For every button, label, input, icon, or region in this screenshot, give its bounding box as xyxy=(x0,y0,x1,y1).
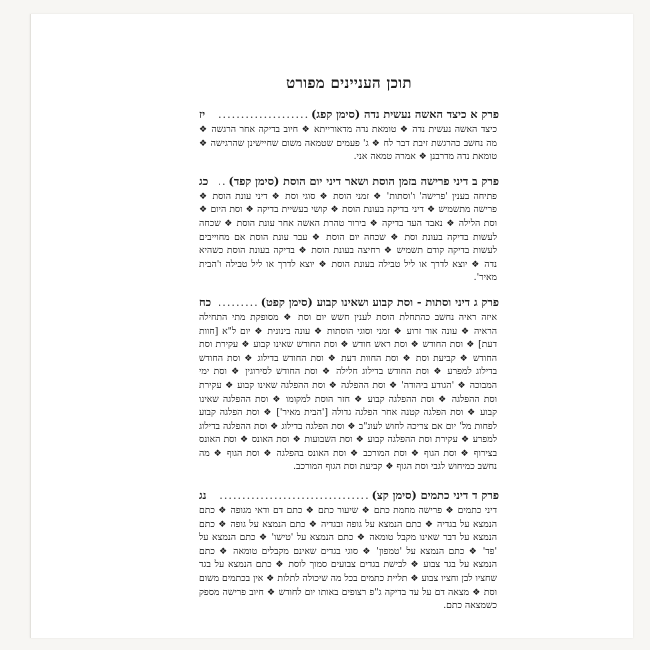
chapter-page-number: יז xyxy=(199,107,206,121)
chapter-heading-row xyxy=(199,488,499,502)
chapter-heading-row xyxy=(199,295,499,309)
book-page xyxy=(30,14,633,638)
dot-leader xyxy=(219,175,227,188)
chapter-heading-row xyxy=(199,174,499,188)
chapter-summary: איזה ראיה נחשב כהתחלת הוסת לענין חשש יום וסת ❖ מסופקת מתי התחילה הראיה ❖ עונה אור זרוע ❖ זמני וסוגי הוסתות ❖ עונה בינונית ❖ יום ל"א [חוות דעת] ❖ וסת החודש ❖ וסת ראש חודש ❖ וסת החודש שאינו קבוע ❖ עקירת וסת החודש ❖ קביעת וסת ❖ וסת החוות דעת ❖ וסת החודש בדילוג ❖ וסת החודש בדילוג למפרע ❖ וסת החודש בדילוג חלילה ❖ וסת החודש לסירוגין ❖ וסת ימי המבוכה ❖ 'הגודע ביהודה' ❖ וסת ההפלגה ❖ וסת ההפלגה שאינו קבוע ❖ עקירת וסת ההפלגה ❖ וסת ההפלגה קבוע ❖ חזר הוסת למקומו ❖ וסת ההפלגה שאינו קבוע ❖ וסת הפלגה קטנה אחר הפלגה גדולה ['הבית מאיר'] ❖ וסת הפלגה קבוע לפחות מל' יום אם צריכה לחוש לעונ"ב ❖ וסת הפלגה בדילוג ❖ וסת ההפלגה בדילוג למפרע ❖ עקירת וסת ההפלגה קבוע ❖ וסת השבועות ❖ וסת האונס ❖ וסת האונס בצירוף ❖ וסת הגוף ❖ וסת המורכב ❖ וסת האונס בהפלגה ❖ וסת הגוף ❖ מה נחשב כמיחוש לגבי וסת הגוף ❖ קביעת וסת הגוף המורכב. xyxy=(199,311,497,473)
chapter-page-number: נג xyxy=(199,488,207,503)
chapter-summary: פתיחה בענין 'פרישה' ו'וסתות' ❖ זמני הוסת ❖ סוגי וסת ❖ דיני עונת הוסת ❖ פרישה מתשמיש ❖ דיני בדיקה בעונת הוסת ❖ קושי בעשיית בדיקה ❖ וסת היום ❖ וסת הלילה ❖ נאבד העד בדיקה ❖ בירור טהרת האשה אחר עונת הוסת ❖ שכחה לעשות בדיקה בעונת וסת ❖ שכחה יום הוסת ❖ עבר עונת הוסת אם מחוייבים לעשות בדיקה קודם תשמיש ❖ רחיצה בעונת הוסת ❖ בדיקה בעונת הוסת כשהיא נדה ❖ יוצא לדרך או ליל טבילה בעונת הוסת ❖ יוצא לדרך או ליל טבילה ו'הבית מאיר'. xyxy=(199,190,497,284)
chapter-entry-2 xyxy=(199,174,499,285)
chapter-heading: פרק ג דיני וסתות - וסת קבוע ושאינו קבוע (סימן קפט) xyxy=(260,294,499,309)
dot-leader xyxy=(219,296,259,309)
chapter-page-number: כח xyxy=(199,294,212,309)
chapter-page-number: כג xyxy=(199,173,209,188)
chapter-heading: פרק ד דיני כתמים (סימן קצ) xyxy=(371,488,499,503)
chapter-entry-4 xyxy=(199,488,499,613)
chapter-summary: כיצד האשה נעשית נדה ❖ טומאת נדה מדאורייתא ❖ חיוב בדיקה אחר הרגשה ❖ מה נחשב כהרגשת זיבת דבר לח ❖ ג' פעמים שטמאה משום שחיישינן שהרגישה ❖ טומאת נדה מדרבנן ❖ אמרה טמאה אני. xyxy=(199,124,497,163)
table-of-contents xyxy=(199,74,499,623)
chapter-heading: פרק א כיצד האשה נעשית נדה (סימן קפג) xyxy=(311,107,499,121)
chapter-summary: דיני כתמים ❖ פרישה מחמת כתם ❖ שיעור כתם ❖ כתם דם ודאי מגופה ❖ כתם הנמצא על בגדיה ❖ כתם הנמצא על גופה ובגדיה ❖ כתם הנמצא על גופה ❖ כתם הנמצא על דבר שאינו מקבל טומאה ❖ כתם הנמצא על 'טישו' ❖ כתם הנמצא על 'פד' ❖ כתם הנמצא על 'טמפון' ❖ סוגי בגדים שאינם מקבלים טומאה ❖ כתם הנמצא על בגד צבוע ❖ לבישת בגדים צבועים סמוך לוסת ❖ כתם הנמצא על בגד שחציו לבן וחציו צבוע ❖ תליית כתמים בכל מה שיכולה לתלות ❖ אין בכתמים משום וסת ❖ מצאה דם על עד בדיקה ג"פ רצופים באותו יום לחודש ❖ חיוב פרישה מספק כשמצאה כתם. xyxy=(199,505,497,612)
page-title: תוכן העניינים מפורט xyxy=(286,74,412,92)
dot-leader xyxy=(219,108,309,121)
chapter-heading-row xyxy=(199,107,499,121)
chapter-entry-1 xyxy=(199,107,499,164)
chapter-heading: פרק ב דיני פרישה בזמן הוסת ושאר דיני יום הוסת (סימן קפד) xyxy=(228,173,499,188)
chapter-entry-3 xyxy=(199,295,499,474)
dot-leader xyxy=(219,489,370,502)
